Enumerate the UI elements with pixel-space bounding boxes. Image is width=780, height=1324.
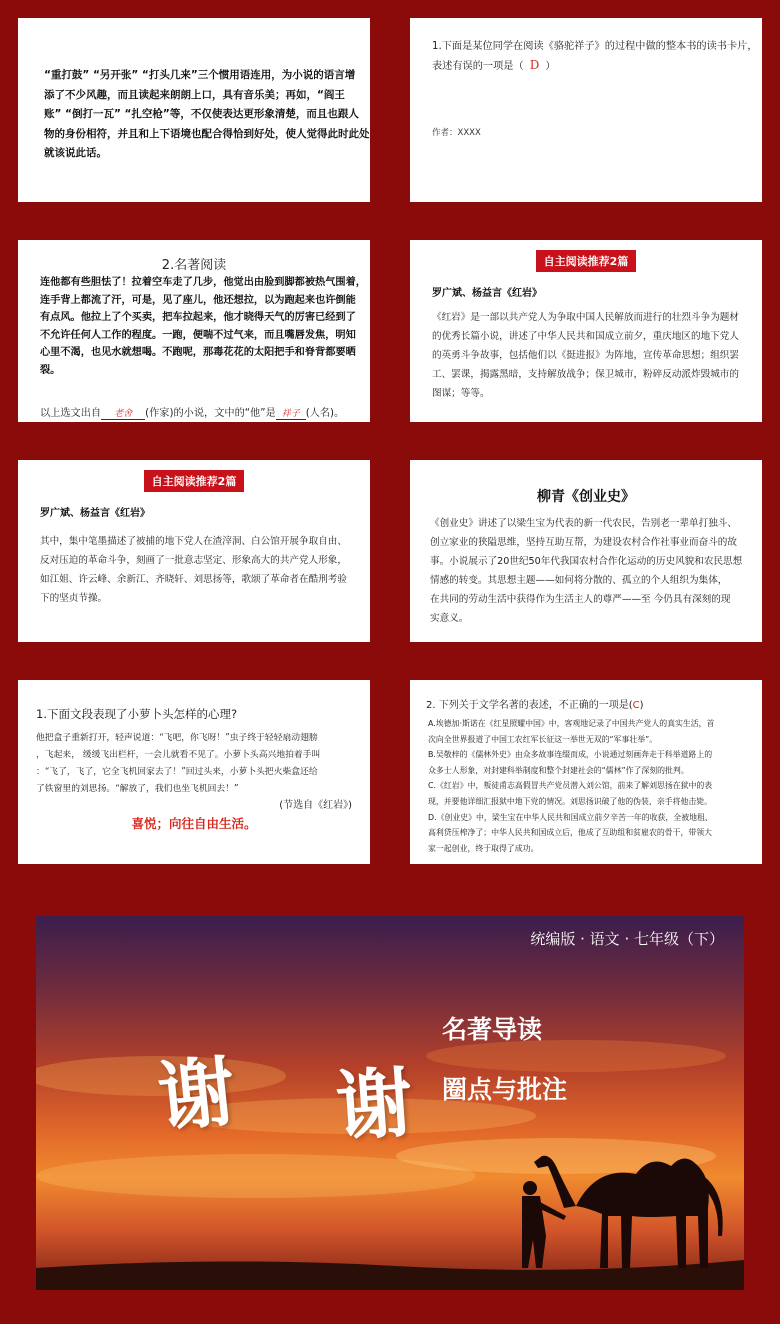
text-line: 的优秀长篇小说，讲述了中华人民共和国成立前夕，重庆地区的地下党人 [432,331,739,342]
answer-letter: D [529,58,540,72]
book-summary [432,308,762,403]
paren-close: ) [639,700,644,711]
edition-label: 统编版 · 语文 · 七年级（下） [530,930,724,948]
question-line: 1.下面是某位同学在阅读《骆驼祥子》的过程中做的整本书的读书卡片， [432,41,758,52]
text-line: 图谋；等等。 [432,388,490,399]
slide-4 [392,222,780,440]
question-line [432,56,762,76]
tag-wrap [410,250,762,272]
question: 1.下面文段表现了小萝卜头怎样的心理? [36,707,238,721]
text-line: 心里不渴，也见水就想喝。不跑呢，那毒花花的太阳把手和脊背都要晒 [40,347,356,358]
slide-7-card [18,680,370,864]
slide-2-card [410,18,762,202]
blank-author: 老舍 [101,406,145,420]
slide-3-card [18,240,370,422]
passage [40,274,370,379]
sunset-background [36,916,744,1290]
option-line: 现，并要他详细汇报狱中地下党的情况。刘思扬识破了他的伪装，亲手将他击毙。 [428,796,713,806]
slide-5-card [18,460,370,642]
source-note: (节选自《红岩》) [279,800,352,811]
text-line: 下的坚贞节操。 [40,593,108,604]
text-line: 连他都有些胆怯了！拉着空车走了几步，他觉出由脸到脚都被热气围着， [40,277,366,288]
passage [36,730,370,798]
option-line: 次向全世界报道了中国工农红军长征这一举世无双的“军事壮举”。 [428,734,658,744]
book-authors: 罗广斌、杨益言《红岩》 [40,508,150,519]
question [432,38,762,76]
text-line: 就该说此话。 [44,147,107,159]
options [428,716,762,856]
book-summary [40,532,370,608]
text-line: 实意义。 [430,613,469,624]
slide-title: 2.名著阅读 [161,258,227,273]
book-title: 柳青《创业史》 [537,489,635,505]
text-line: 工、罢课，揭露黑暗，支持解放战争；保卫城市，粉碎反动派炸毁城市的 [432,369,739,380]
option-line: 家一起创业，终于取得了成功。 [428,843,539,853]
text-line: 了铁窗里的刘思扬。“解放了，我们也坐飞机回去！” [36,784,239,794]
fill-suffix: (人名)。 [305,408,345,419]
option-line: 众多士人形象，对封建科举制度和整个封建社会的“儒林”作了深刻的批判。 [428,765,689,775]
subtitle-1: 名著导读 [442,1015,543,1044]
text-line: 事。小说展示了20世纪50年代我国农村合作化运动的历史风貌和农民思想 [430,556,743,567]
recommend-tag: 自主阅读推荐2篇 [144,470,245,492]
recommend-tag: 自主阅读推荐2篇 [536,250,637,272]
slide-4-card [410,240,762,422]
thanks-char-2: 谢 [333,1057,416,1152]
slide-8-card [410,680,762,864]
option-line: C.《红岩》中，叛徒甫志高假冒共产党员潜入刘公馆，前来了解刘思扬在狱中的表 [428,781,713,791]
slide-6-card [410,460,762,642]
slide-7 [0,662,388,882]
text-line: 的英勇斗争故事，包括他们以《挺进报》为阵地，宣传革命思想；组织罢 [432,350,739,361]
tag-wrap [18,470,370,492]
text-line: ，飞起来， 缓缓飞出栏杆，一会儿就看不见了。小萝卜头高兴地拍着手叫 [36,750,321,760]
fill-mid: (作家)的小说，文中的“他”是 [145,408,276,419]
text-line: 《红岩》是一部以共产党人为争取中国人民解放而进行的壮烈斗争为题材 [432,312,739,323]
text-line: 裂。 [40,364,61,376]
slide-9 [0,884,780,1324]
slide-1-card [18,18,370,202]
book-authors: 罗广斌、杨益言《红岩》 [432,288,542,299]
text-line: 账” “倒打一瓦” “扎空枪”等，不仅使表达更形象清楚，而且也跟人 [44,108,359,120]
text-line: 情感的转变。其思想主题——如何将分散的、孤立的个人组织为集体， [430,575,728,586]
subtitle-2: 圈点与批注 [442,1075,568,1104]
question-text: 2. 下列关于文学名著的表述，不正确的一项是( [426,700,633,711]
slide-6 [392,442,780,660]
text-line: 其中，集中笔墨描述了被捕的地下党人在渣滓洞、白公馆开展争取自由、 [40,536,347,547]
slide-1-paragraph [44,66,370,164]
slide-5 [0,442,388,660]
slide-1 [0,0,388,220]
text-line: 添了不少风趣，而且读起来朗朗上口，具有音乐美；再如，“阎王 [44,88,345,101]
text-line: 《创业史》讲述了以梁生宝为代表的新一代农民，告别老一辈单打独斗、 [430,518,737,529]
text-line: 连手背上都流了汗，可是，见了座儿，他还想拉，以为跑起来也许倒能 [40,294,356,306]
text-line: 有点风。他拉上了个买卖，把车拉起来，他才晓得天气的厉害已经到了 [40,312,356,323]
paren-close: ） [545,61,556,72]
book-summary [430,514,762,628]
question-text: 表述有误的一项是（ [432,61,524,72]
answer-letter: C [632,700,640,711]
text-line: 创立家业的狭隘思维，坚持互助互帮，为建设农村合作社事业而奋斗的故 [430,537,737,548]
option-line: D.《创业史》中，梁生宝在中华人民共和国成立前夕辛苦一年的收获，全被地租、 [428,812,713,822]
text-line: 物的身份相符，并且和上下语境也配合得恰到好处，使人觉得此时此处 [44,127,370,140]
slide-2 [392,0,780,220]
text-line: 如江姐、许云峰、余新江、齐晓轩、刘思扬等，歌颂了革命者在酷刑考验 [40,574,347,585]
author-line: 作者：XXXX [432,128,481,138]
fill-blank [40,404,344,420]
thanks-char-1: 谢 [154,1046,240,1143]
text-line: “重打鼓” “另开张” “打头几来”三个惯用语连用，为小说的语言增 [44,69,356,81]
option-line: B.吴敬梓的《儒林外史》由众多故事连缀而成，小说通过刻画奔走于科举道路上的 [428,750,713,760]
text-line: 他把盒子重新打开，轻声说道：“飞吧，你飞呀！”虫子终于轻轻扇动翅膀 [36,733,318,743]
text-line: ：“飞了，飞了，它全飞机回家去了！”回过头来，小萝卜头把火柴盒还给 [36,767,318,777]
answer: 喜悦；向往自由生活。 [131,816,257,831]
text-line: 在共同的劳动生活中获得作为生活主人的尊严——至 今仍具有深刻的现 [430,594,731,605]
text-line: 反对压迫的革命斗争，刻画了一批意志坚定、形象高大的共产党人形象， [40,555,347,566]
option-line: A.埃德加·斯诺在《红星照耀中国》中，客观地记录了中国共产党人的真实生活，首 [428,719,715,728]
slide-3 [0,222,388,440]
text-line: 不允许任何人工作的程度。一跑，便喘不过气来，而且嘴唇发焦，明知 [40,329,356,341]
fill-prefix: 以上选文出自 [40,408,102,419]
option-line: 高利贷压榨净了；中华人民共和国成立后，他成了互助组和贫雇农的骨干，带领大 [428,828,713,838]
slide-8 [392,662,780,882]
question [426,696,644,711]
blank-name: 祥子 [276,406,306,420]
